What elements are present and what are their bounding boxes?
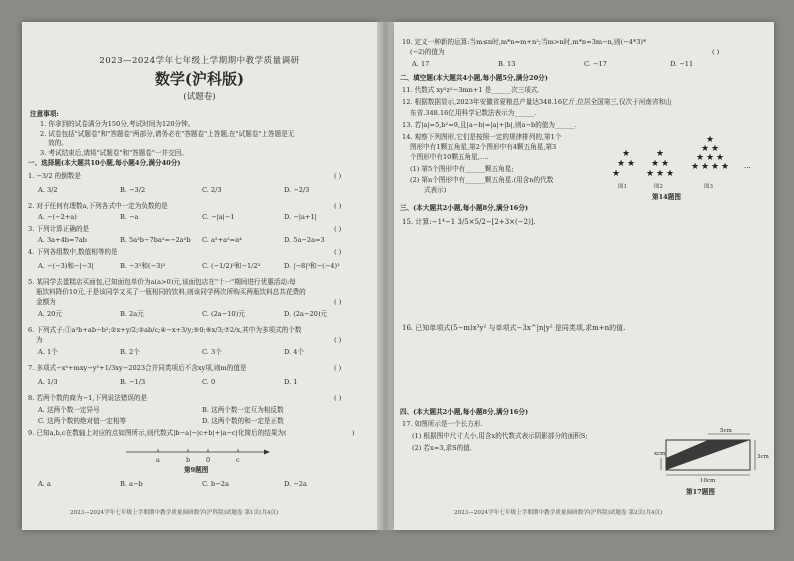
- star-icon: ★: [706, 135, 715, 145]
- page-footer: 2023—2024学年七年级上学期期中教学质量调研数学(沪科版)试题卷 第2页(共4页): [454, 510, 663, 516]
- q17-stem: 17. 如图所示是一个长方形.: [402, 420, 483, 428]
- q2-option: D. −|a+1|: [284, 213, 317, 221]
- q4-option: C. (−1/2)³和−1/2³: [202, 262, 261, 270]
- q3-option: A. 3a+4b=7ab: [38, 236, 87, 244]
- star-icon: ★: [711, 144, 720, 154]
- q8-stem: 8. 若两个数的商为−1,下列说法错误的是: [28, 394, 148, 402]
- section-1-heading: 一、选择题(本大题共10小题,每小题4分,满分40分): [28, 159, 181, 167]
- q1-stem: 1. −3/2 的倒数是: [28, 172, 81, 180]
- q3-option: D. 5a−2a=3: [284, 236, 325, 244]
- star-icon: ★: [701, 162, 710, 172]
- star-icon: ★: [612, 169, 621, 179]
- q5-stem-line: 瓶饮料降价10元,于是该同学又买了一瓶相同的饮料,则该同学两次所购买两瓶饮料总共花费的: [36, 288, 306, 296]
- q10-option: A. 17: [412, 60, 430, 68]
- star-icon: ★: [701, 144, 710, 154]
- q14-line: 图形中有1颗五角星,第2个图形中有4颗五角星,第3: [410, 143, 557, 151]
- q2-option: B. −a: [120, 213, 139, 221]
- notice-item: 1. 你拿到的试卷满分为150分,考试时间为120分钟。: [40, 120, 195, 128]
- dim-label-3cm: 3cm: [757, 454, 769, 460]
- q8-option: A. 这两个数一定异号: [38, 406, 100, 414]
- q1-option: B. −3/2: [120, 186, 146, 194]
- star-icon: ★: [691, 162, 700, 172]
- q5-stem-line: 金额为: [36, 298, 56, 306]
- section-2-heading: 二、填空题(本大题共4小题,每小题5分,满分20分): [400, 74, 548, 82]
- q5-option: D. (2a−20)元: [284, 310, 328, 318]
- q16: 16. 已知单项式(5−m)x³y² 与单项式−3x^|n|y² 是同类项,求m+n的值.: [402, 324, 626, 332]
- q10-option: C. −17: [584, 60, 607, 68]
- axis-label-a: a: [156, 456, 160, 464]
- star-pattern-figure: [612, 130, 762, 200]
- q9-paren-close: ): [352, 429, 355, 437]
- q4-option: D. |−8|³和−(−4)³: [284, 262, 340, 270]
- q4-option: A. −(−3)和−|−3|: [38, 262, 94, 270]
- q10-option: D. −11: [670, 60, 694, 68]
- q5-option: C. (2a−10)元: [202, 310, 245, 318]
- notice-item: 效的。: [48, 139, 68, 147]
- subject-title: 数学(沪科版): [154, 70, 245, 88]
- q4-option: B. −3²和(−3)²: [120, 262, 166, 270]
- answer-paren: ( ): [334, 225, 342, 233]
- dim-label-xcm: xcm: [654, 451, 666, 457]
- q9-option: D. −2a: [284, 480, 307, 488]
- rectangle-figure: [656, 424, 770, 488]
- answer-paren: ( ): [334, 298, 342, 306]
- q14-sub1: (1) 第5个图形中有______颗五角星;: [410, 165, 514, 173]
- dim-label-10cm: 10cm: [700, 478, 716, 484]
- fig-label-1: 图1: [618, 184, 627, 190]
- q1-option: D. −2/3: [284, 186, 310, 194]
- q2-option: C. −|a|−1: [202, 213, 235, 221]
- star-icon: ★: [696, 153, 705, 163]
- q14-sub2-cont: 式表示): [424, 186, 447, 194]
- q17-sub2: (2) 若x=3,求S的值.: [412, 444, 472, 452]
- notice-title: 注意事项:: [30, 110, 59, 118]
- paper-type: (试题卷): [183, 92, 216, 102]
- q12-line: 东省.348.16亿用科学记数法表示为______.: [410, 109, 537, 117]
- fig-label-2: 图2: [654, 184, 663, 190]
- exam-header-line: 2023—2024学年七年级上学期期中教学质量调研: [99, 56, 300, 66]
- page-footer: 2023—2024学年七年级上学期期中教学质量调研数学(沪科版)试题卷 第1页(共4页): [70, 510, 279, 516]
- book-gutter: [377, 22, 394, 530]
- q3-option: B. 5a²b−7ba²=−2a²b: [120, 236, 191, 244]
- q6-option: D. 4个: [284, 348, 305, 356]
- answer-paren: ( ): [334, 394, 342, 402]
- q3-option: C. a²+a²=a⁴: [202, 236, 242, 244]
- q4-stem: 4. 下列各组数中,数值相等的是: [28, 248, 118, 256]
- notice-item: 3. 考试结束后,请将"试题卷"和"答题卷"一并交回。: [40, 149, 188, 157]
- star-icon: ★: [666, 169, 675, 179]
- q7-option: D. 1: [284, 378, 298, 386]
- q5-stem-line: 5. 某同学去蛋糕店买面包,已知面包单价为a(a>0)元,该面包店在"十一"期间进行优惠活动:每: [28, 278, 296, 286]
- q14-sub2: (2) 第n个图形中有______颗五角星.(用含n的代数: [410, 176, 554, 184]
- q6-option: A. 1个: [38, 348, 58, 356]
- star-icon: ★: [622, 149, 631, 159]
- q1-option: C. 2/3: [202, 186, 222, 194]
- figure-ellipsis: ...: [744, 162, 751, 170]
- q8-option: C. 这两个数的绝对值一定相等: [38, 417, 127, 425]
- answer-paren: ( ): [712, 48, 720, 56]
- q6-option: B. 2个: [120, 348, 140, 356]
- q8-option: B. 这两个数一定互为相反数: [202, 406, 284, 414]
- q6-stem-cont: 为: [36, 336, 43, 344]
- q2-stem: 2. 对于任何有理数a,下列各式中一定为负数的是: [28, 202, 168, 210]
- q3-stem: 3. 下列计算正确的是: [28, 225, 90, 233]
- fig-label-3: 图3: [704, 184, 713, 190]
- section-3-heading: 三、(本大题共2小题,每小题8分,满分16分): [400, 204, 529, 212]
- q10-stem-cont: (−2)的值为: [410, 48, 445, 56]
- star-icon: ★: [656, 149, 665, 159]
- star-icon: ★: [651, 159, 660, 169]
- q7-option: C. 0: [202, 378, 216, 386]
- q14-figure-caption: 第14题图: [652, 193, 681, 201]
- q15: 15. 计算:−1⁴−1 3/5×5/2−[2+3×(−2)].: [402, 218, 536, 226]
- star-icon: ★: [627, 159, 636, 169]
- star-icon: ★: [656, 169, 665, 179]
- answer-paren: ( ): [334, 172, 342, 180]
- q6-option: C. 3个: [202, 348, 222, 356]
- shaded-region: [666, 440, 750, 470]
- answer-paren: ( ): [334, 202, 342, 210]
- star-icon: ★: [646, 169, 655, 179]
- q8-option: D. 这两个数的和一定是正数: [202, 417, 284, 425]
- q12-line: 12. 根据数据显示,2023年安徽省夏粮总产量达348.16亿斤,位居全国第三,仅次于河南省和山: [402, 98, 672, 106]
- q17-figure-caption: 第17题图: [686, 488, 715, 496]
- q9-figure-caption: 第9题图: [184, 466, 209, 474]
- q1-option: A. 3/2: [38, 186, 58, 194]
- q7-option: B. −1/3: [120, 378, 146, 386]
- q6-stem: 6. 下列式子:①a²b+ab−b²;②x+y/2;③ab/c;④−x+3/y;⑤0;⑥x/3;⑦2/x,其中为多项式的个数: [28, 326, 302, 334]
- right-page: [394, 22, 774, 530]
- q2-option: A. −(−2+a): [38, 213, 77, 221]
- q14-line: 个图形中有10颗五角星,….: [410, 153, 489, 161]
- q9-option: C. b−2a: [202, 480, 229, 488]
- q5-option: B. 2a元: [120, 310, 144, 318]
- star-icon: ★: [617, 159, 626, 169]
- number-line-arrow: [264, 450, 270, 455]
- q9-stem: 9. 已知a,b,c在数轴上对应的点如图所示,则代数式|b−a|−|c+b|+|a−c|化简后的结果为(: [28, 429, 287, 437]
- section-4-heading: 四、(本大题共2小题,每小题8分,满分16分): [400, 408, 529, 416]
- q10-stem: 10. 定义一种新的运算:当m≤n时,m*n=m+n²;当m>n时,m*n=3m−n,则(−4*3)*: [402, 38, 647, 46]
- q17-sub1: (1) 根据图中尺寸大小,用含x的代数式表示阴影部分的面积S;: [412, 432, 588, 440]
- answer-paren: ( ): [334, 364, 342, 372]
- dim-label-5cm: 5cm: [720, 428, 732, 434]
- q13: 13. 若|a|=5,b²=9,且|a−b|=|a|+|b|,则a−b的值为______.: [402, 121, 577, 129]
- q14-line: 14. 观察下列图形,它们是按照一定的规律排列的,第1个: [402, 133, 562, 141]
- answer-paren: ( ): [334, 336, 342, 344]
- q7-option: A. 1/3: [38, 378, 58, 386]
- star-icon: ★: [706, 153, 715, 163]
- q9-option: A. a: [38, 480, 51, 488]
- number-line-figure: [122, 442, 272, 466]
- q11: 11. 代数式 xy²z²−3mn+1 是______次三项式.: [402, 86, 540, 94]
- axis-label-b: b: [186, 456, 191, 464]
- star-icon: ★: [661, 159, 670, 169]
- answer-paren: ( ): [334, 248, 342, 256]
- q5-option: A. 20元: [38, 310, 62, 318]
- q9-option: B. a−b: [120, 480, 143, 488]
- axis-label-0: 0: [206, 456, 211, 464]
- q7-stem: 7. 多项式−x²+mxy−y²+1/3xy−2023合并同类项后不含xy项,则m的值是: [28, 364, 247, 372]
- notice-item: 2. 试卷包括"试题卷"和"答题卷"两部分,请务必在"答题卷"上答题,在"试题卷"上答题是无: [40, 130, 295, 138]
- star-icon: ★: [721, 162, 730, 172]
- star-icon: ★: [716, 153, 725, 163]
- star-icon: ★: [711, 162, 720, 172]
- left-page: [22, 22, 377, 530]
- axis-label-c: c: [236, 456, 240, 464]
- q10-option: B. 13: [498, 60, 516, 68]
